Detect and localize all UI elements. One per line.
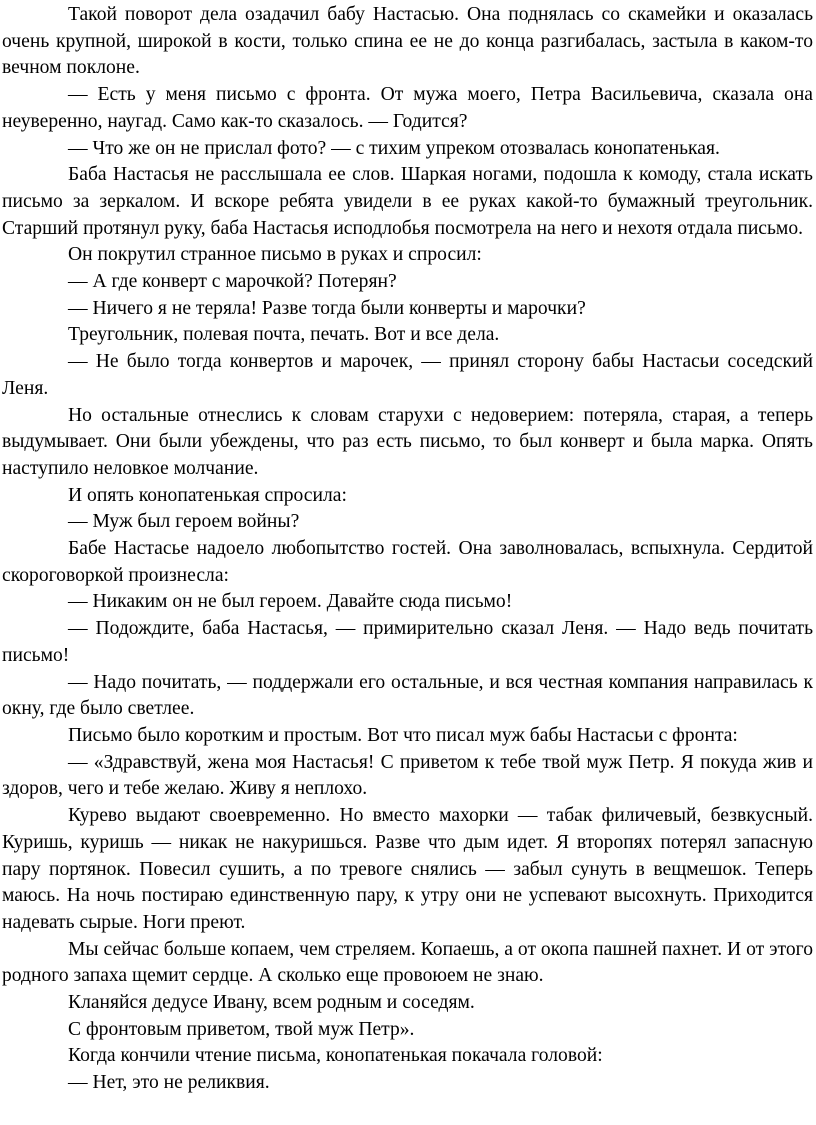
paragraph: — Есть у меня письмо с фронта. От мужа моего, Петра Васильевича, сказала она неуверенно, наугад. Само как-то сказалось. — Годится?: [2, 84, 813, 132]
paragraph: Курево выдают своевременно. Но вместо махорки — табак филичевый, безвкусный. Куришь, куришь — никак не накуришься. Разве что дым идет. Я второпях потерял запасную пару портянок. Повесил сушить, а по тревоге снялись — забыл сунуть в вещмешок. Теперь маюсь. На ночь постираю единственную пару, к утру они не успевают высохнуть. Приходится надевать сырые. Ноги преют.: [2, 805, 813, 933]
paragraph: И опять конопатенькая спросила:: [68, 484, 347, 506]
paragraph: С фронтовым приветом, твой муж Петр».: [68, 1018, 415, 1040]
paragraph: — Нет, это не реликвия.: [68, 1072, 270, 1094]
paragraph: Письмо было коротким и простым. Вот что писал муж бабы Настасьи с фронта:: [68, 724, 738, 746]
paragraph: — Что же он не прислал фото? — с тихим упреком отозвалась конопатенькая.: [68, 137, 720, 159]
paragraph: — Не было тогда конвертов и марочек, — принял сторону бабы Настасьи соседский Леня.: [2, 351, 813, 399]
paragraph: Мы сейчас больше копаем, чем стреляем. Копаешь, а от окопа пашней пахнет. И от этого родного запаха щемит сердце. А сколько еще провоюем не знаю.: [2, 938, 813, 987]
paragraph: — Муж был героем войны?: [68, 511, 300, 533]
paragraph: Бабе Настасье надоело любопытство гостей. Она заволновалась, вспыхнула. Сердитой скороговоркой произнесла:: [2, 538, 813, 586]
paragraph: Треугольник, полевая почта, печать. Вот и все дела.: [68, 324, 500, 346]
paragraph: Такой поворот дела озадачил бабу Настасью. Она поднялась со скамейки и оказалась очень крупной, широкой в кости, только спина ее не до конца разгибалась, застыла в каком-то вечном поклоне.: [2, 4, 813, 79]
paragraph: Баба Настасья не расслышала ее слов. Шаркая ногами, подошла к комоду, стала искать письмо за зеркалом. И вскоре ребята увидели в ее руках какой-то бумажный треугольник. Старший протянул руку, баба Настасья исподлобья посмотрела на него и нехотя отдала письмо.: [2, 164, 813, 239]
paragraph: Когда кончили чтение письма, конопатенькая покачала головой:: [68, 1045, 603, 1067]
paragraph: — Никаким он не был героем. Давайте сюда письмо!: [68, 591, 513, 613]
paragraph: Кланяйся дедусе Ивану, всем родным и соседям.: [68, 992, 475, 1014]
paragraph: — Подождите, баба Настасья, — примирительно сказал Леня. — Надо ведь почитать письмо!: [2, 618, 813, 666]
paragraph: — А где конверт с марочкой? Потерян?: [68, 271, 397, 293]
paragraph: — Надо почитать, — поддержали его остальные, и вся честная компания направилась к окну, где было светлее.: [2, 671, 813, 720]
paragraph: Но остальные отнеслись к словам старухи с недоверием: потеряла, старая, а теперь выдумывает. Они были убеждены, что раз есть письмо, то был конверт и была марка. Опять наступило неловкое молчание.: [2, 404, 813, 479]
paragraph: Он покрутил странное письмо в руках и спросил:: [68, 244, 482, 266]
paragraph: — «Здравствуй, жена моя Настасья! С приветом к тебе твой муж Петр. Я покуда жив и здоров, чего и тебе желаю. Живу я неплохо.: [2, 751, 813, 800]
paragraph: — Ничего я не теряла! Разве тогда были конверты и марочки?: [68, 297, 586, 319]
